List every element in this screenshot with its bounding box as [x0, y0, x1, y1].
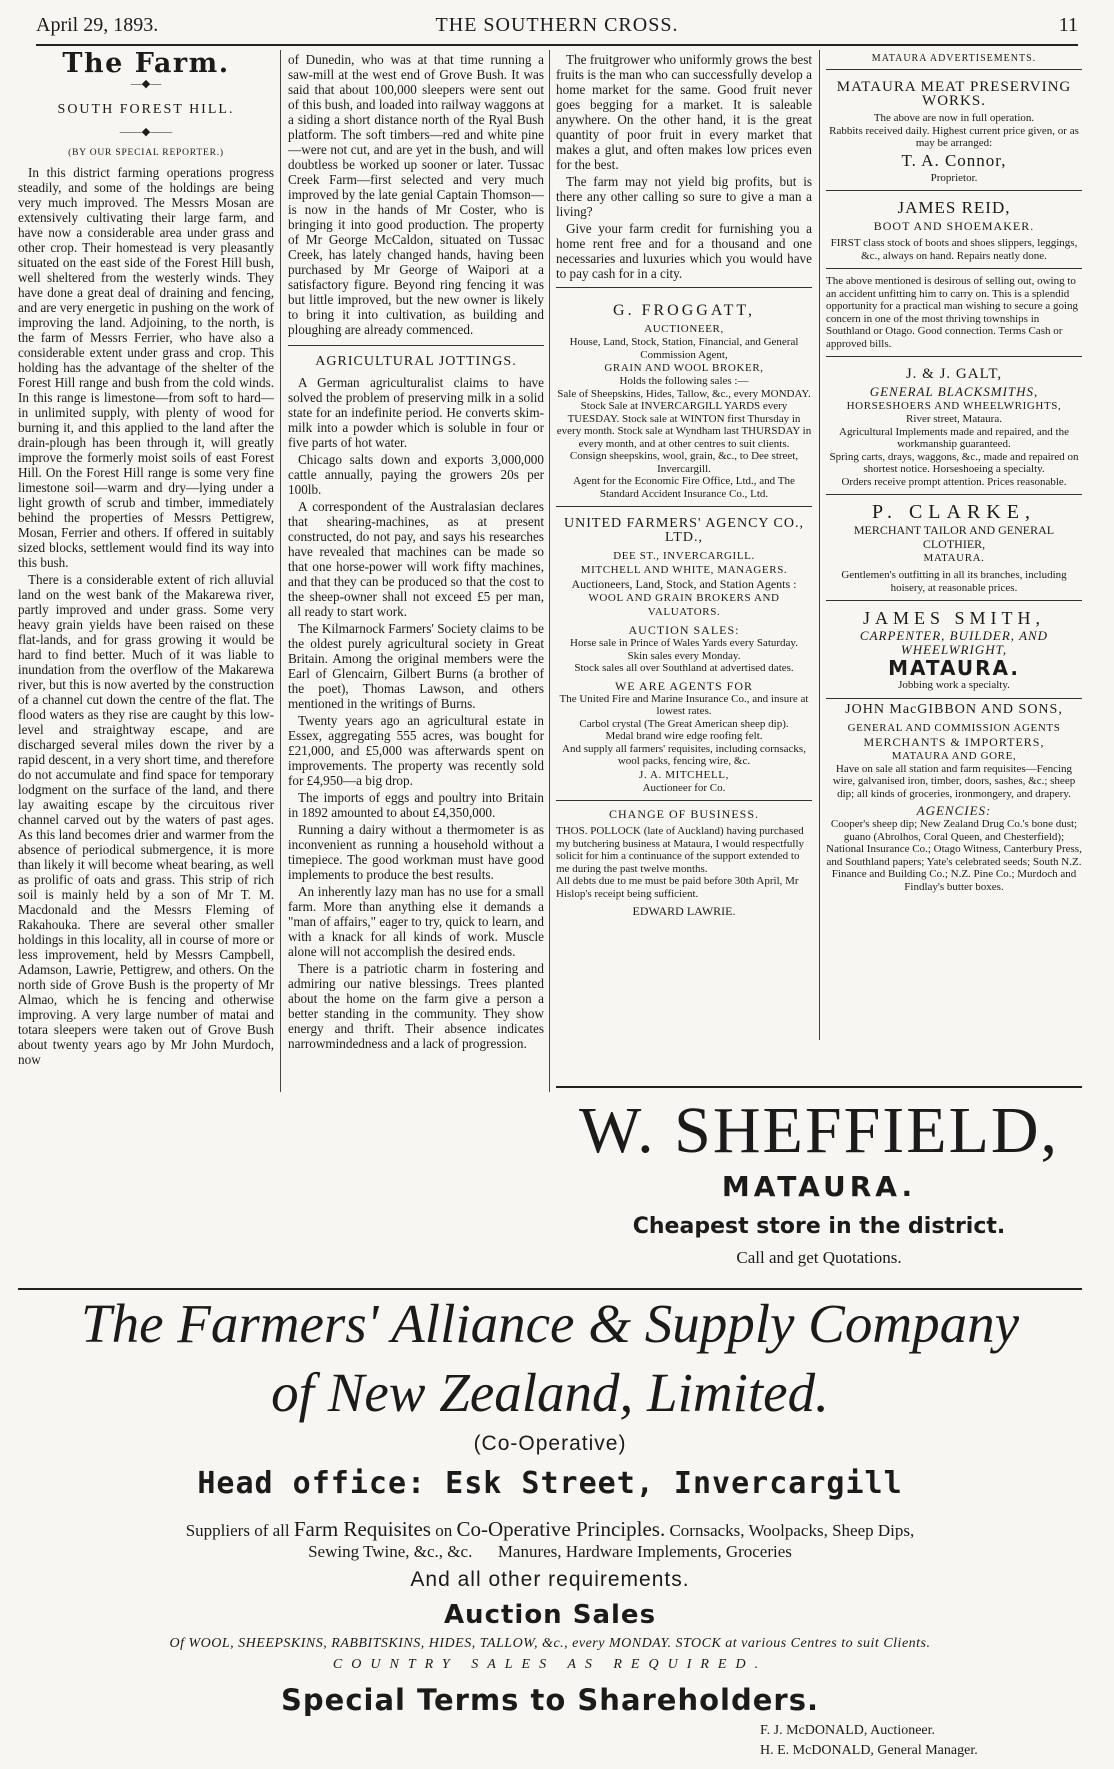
column-jottings	[288, 52, 544, 1092]
byline: (BY OUR SPECIAL REPORTER.)	[68, 148, 224, 158]
advert-text: Consign sheepskins, wool, grain, &c., to Dee street, Invercargill.	[569, 450, 799, 475]
ornament: —◆—	[130, 78, 162, 90]
banner-auction-sales: Auction Sales	[443, 1600, 657, 1630]
banner-text: Farm Requisites	[293, 1517, 431, 1541]
advert-text: Jobbing work a specialty.	[898, 679, 1010, 691]
smith-advert	[826, 601, 1082, 699]
advert-text: Sale of Sheepskins, Hides, Tallow, &c., every MONDAY. Stock Sale at INVERCARGILL YARDS every TUESDAY. Stock sale at WINTON first Thursday in every month. Stock sale at Wyndham last THURSDAY in every month, and at other centres to suit clients.	[556, 387, 812, 450]
article-paragraph: A German agriculturalist claims to have solved the problem of preserving milk in a solid state for an indefinite period. He converts skim-milk into a powder which is soluble in four or five parts of hot water.	[288, 375, 544, 450]
article-paragraph: Chicago salts down and exports 3,000,000 cattle annually, paying the growers 20s per 100lb.	[288, 452, 544, 497]
advert-address: DEE ST., INVERCARGILL.	[613, 550, 755, 562]
advertiser-name: J. & J. GALT,	[905, 366, 1003, 382]
advert-signature: Auctioneer for Co.	[642, 781, 726, 794]
advertiser-name: P. CLARKE,	[872, 501, 1036, 523]
banner-text: on	[435, 1521, 453, 1540]
column-mataura-advertisements	[826, 52, 1082, 1092]
advert-address: River street, Mataura.	[906, 413, 1002, 425]
advert-text: Auctioneers, Land, Stock, and Station Agents :	[571, 577, 797, 591]
advert-text: Agricultural Implements made and repaired, and the workmanship guaranteed.	[839, 425, 1069, 450]
advertiser-trade: MERCHANT TAILOR AND GENERAL CLOTHIER,	[853, 523, 1055, 551]
advert-text: Rabbits received daily. Highest current price given, or as may be arranged:	[829, 124, 1079, 149]
advert-text: Carbol crystal (The Great American sheep dip).	[579, 717, 789, 730]
column-advertisements	[556, 52, 812, 1092]
advert-town: MATAURA.	[923, 552, 985, 564]
article-subheading: SOUTH FOREST HILL.	[57, 102, 235, 117]
banner-head-office: Head office: Esk Street, Invercargill	[197, 1466, 903, 1501]
masthead	[36, 10, 1078, 46]
advertiser-name: UNITED FARMERS' AGENCY CO., LTD.,	[564, 516, 804, 545]
advertiser-trade: GENERAL AND COMMISSION AGENTS	[847, 721, 1061, 734]
advertiser-name: JAMES REID,	[897, 198, 1011, 217]
sheffield-tagline: Cheapest store in the district.	[632, 1214, 1006, 1239]
advert-text: The United Fire and Marine Insurance Co., and insure at lowest rates.	[559, 692, 809, 717]
article-paragraph: There is a considerable extent of rich alluvial land on the west bank of the Makarewa river, partly improved and under grass. Some very heavy grain yields have been raised on these flat-lands, and for grass growing it would be hard to find better. Much of it was liable to inundation from the overflow of the Makarewa river, but this is now averted by the construction of a channel cut down the centre of the flat. The flood waters as they rise are caught by this low-level and straightway escape, and are discharged several miles down the river by a rapid descent, in a very short time, and therefore do not accumulate and find space for temporary lodgment on the surface of the land, and there lay awaiting escape by the circuitous river channel carved out by the waters of past ages. As this land becomes drier and warmer from the absence of periodical submergence, it is more than likely it will become wheat bearing, as well as prolific of oats and grass. This strip of rich soil is mainly held by a son of Mr T. M. Macdonald and the Messrs Fleming of Rakahouka. There are several other smaller holdings in this locality, all in course of more or less improvement, held by Messrs Campbell, Adamson, Lawrie, Pettigrew, and others. On the north side of Grove Bush is the property of Mr Almao, which he is fencing and otherwise improving. A very large number of matai and totara sleepers were taken out of Grove Bush about twenty years ago by Mr John Murdoch, now	[18, 572, 274, 1067]
advertiser-trade: MERCHANTS & IMPORTERS,	[863, 734, 1045, 749]
column-farm-report	[18, 52, 274, 1092]
banner-signature-auctioneer: F. J. McDONALD, Auctioneer.	[760, 1723, 936, 1738]
advert-text: Spring carts, drays, waggons, &c., made and repaired on shortest notice. Horseshoeing a specialty.	[829, 450, 1079, 475]
article-paragraph: Running a dairy without a thermometer is as inconvenient as running a household without a timepiece. The good workman must have good implements to produce the best results.	[288, 822, 544, 882]
banner-title-line2: of New Zealand, Limited.	[271, 1362, 829, 1423]
advert-text: Cooper's sheep dip; New Zealand Drug Co.'s bone dust; guano (Abrolhos, Coral Queen, and Chesterfield); National Insurance Co.; Otago Witness, Canterbury Press, and Southland papers; Yate's celebrated seeds; South N.Z. Finance and Building Co.; N.Z. Pine Co.; Murdoch and Findlay's butter boxes.	[826, 818, 1082, 893]
advert-text: Holds the following sales :—	[619, 375, 749, 387]
advert-signature: J. A. MITCHELL,	[639, 768, 729, 781]
advert-text: Proprietor.	[930, 171, 978, 184]
clarke-advert	[826, 495, 1082, 601]
column-divider	[549, 50, 550, 1092]
issue-date: April 29, 1893.	[36, 14, 159, 36]
section-title-mataura-advertisements: MATAURA ADVERTISEMENTS.	[826, 52, 1082, 70]
section-title-agricultural-jottings: AGRICULTURAL JOTTINGS.	[288, 345, 544, 369]
united-farmers-advert	[556, 507, 812, 801]
advert-town: MATAURA AND GORE,	[891, 749, 1017, 762]
advert-subhead: AUCTION SALES:	[628, 623, 740, 637]
article-paragraph: In this district farming operations progress steadily, and some of the holdings are being very much improved. The Messrs Mosan are extensively cultivating their large farm, and have now a considerable area under grass and other crop. Their homestead is very pleasantly situated on the east side of the Forest Hill bush, well sheltered from the westerly winds. They have done a great deal of draining and fencing, and are very energetic in pushing on the work of improving the land. Adjoining, to the north, is the farm of Messrs Ferrier, who have also a considerable extent under grass and crop. This holding has the advantage of the shelter of the Forest Hill range and bush from the cold winds. In this range is limestone—from soft to hard—in unlimited supply, with plenty of wood for burning it, and this applied to the land after the drain-plough has been through it, will greatly improve the formerly moist soils of east Forest Hill. On the Forest Hill range is some very fine limestone soil—warm and dry—lying under a light growth of scrub and timber, immediately behind the properties of Messrs Pettigrew, Mosan, Ferrier and others. If offered in suitably sized blocks, settlement would find its way into this bush.	[18, 165, 274, 570]
advert-text: House, Land, Stock, Station, Financial, and General Commission Agent,	[569, 336, 799, 361]
advert-text: The above mentioned is desirous of selling out, owing to an accident unfitting him to carry on. This is a splendid opportunity for a practical man wishing to secure a going concern in one of the most thriving townships in Southland or Otago. Good connection. Terms Cash or approved bills.	[826, 275, 1079, 350]
advert-text: The above are now in full operation.	[873, 112, 1035, 124]
advert-subhead: CHANGE OF BUSINESS.	[608, 807, 760, 821]
advert-text: Horse sale in Prince of Wales Yards every Saturday.	[570, 637, 798, 649]
change-of-business-advert	[556, 807, 812, 918]
banner-products: Sewing Twine, &c., &c. Manures, Hardware Implements, Groceries	[308, 1542, 792, 1561]
banner-text: Cornsacks, Woolpacks, Sheep Dips,	[669, 1521, 915, 1540]
advertiser-trade: HORSESHOERS AND WHEELWRIGHTS,	[846, 400, 1062, 412]
advertiser-trade: CARPENTER, BUILDER, AND WHEELWRIGHT,	[859, 628, 1049, 657]
meat-works-advert	[826, 70, 1082, 191]
advert-signature: T. A. Connor,	[901, 150, 1007, 170]
article-paragraph: There is a patriotic charm in fostering and admiring our native blessings. Trees planted about the home on the farm give a person a better standing in the community. They show energy and thrift. Their absence indicates narrowmindedness and a lack of progression.	[288, 961, 544, 1051]
advert-subhead: AGENCIES:	[916, 803, 992, 818]
advert-text: All debts due to me must be paid before 30th April, Mr Hislop's receipt being sufficient.	[556, 875, 799, 900]
banner-special-terms: Special Terms to Shareholders.	[281, 1683, 819, 1717]
divider	[18, 1288, 1082, 1290]
section-title-the-farm: The Farm.	[62, 52, 230, 79]
advertiser-name: JOHN MacGIBBON AND SONS,	[845, 701, 1063, 717]
newspaper-title: THE SOUTHERN CROSS.	[435, 14, 679, 36]
advert-text: Stock sales all over Southland at advertised dates.	[574, 662, 794, 674]
advert-text: THOS. POLLOCK (late of Auckland) having purchased my butchering business at Mataura, I would respectfully solicit for him a continuance of the support extended to me during the past twelve months.	[556, 825, 805, 875]
article-paragraph: of Dunedin, who was at that time running a saw-mill at the west end of Grove Bush. It was said that about 100,000 sleepers were sent out of this bush, and loaded into railway waggons at a siding a short distance north of the Ryal Bush platform. The soft timbers—red and white pine—were not cut, and are yet in the bush, and will doubtless be worked up sooner or later. Tussac Creek Farm—first selected and very much improved by the late genial Captain Thomson—is now in the hands of Mr Coster, who is bringing it into good production. The property of Mr George McCaldon, situated on Tussac Creek, has lately changed hands, having been purchased by Mr George of Waipori at a satisfactory figure. Beyond ring fencing it was but little improved, but the new owner is likely to bring it into cultivation, as building and ploughing are already commenced.	[288, 52, 544, 337]
advert-text: Medal brand wire edge roofing felt.	[605, 730, 763, 742]
article-paragraph: The Kilmarnock Farmers' Society claims to be the oldest purely agricultural society in Great Britain. Among the original members were the Earl of Glencairn, Gilbert Burns (a brother of the poet), Thomas Lawson, and others mentioned in the writings of Burns.	[288, 621, 544, 711]
article-paragraph: The imports of eggs and poultry into Britain in 1892 amounted to about £4,350,000.	[288, 790, 544, 820]
advert-text: Gentlemen's outfitting in all its branches, including hoisery, at reasonable prices.	[841, 569, 1067, 594]
banner-requirements: And all other requirements.	[410, 1568, 690, 1591]
ornament: ——◆——	[119, 126, 173, 138]
article-paragraph: An inherently lazy man has no use for a small farm. More than anything else it demands a "man of affairs," eager to try, quick to learn, and with a knack for all kinds of work. Muscle alone will not accomplish the desired ends.	[288, 884, 544, 959]
divider	[556, 287, 812, 288]
advert-town: MATAURA.	[888, 656, 1020, 680]
reid-advert	[826, 191, 1082, 269]
advert-text: Have on sale all station and farm requisites—Fencing wire, galvanised iron, timber, doors, sashes, &c.; sheep dip; all kinds of groceries, ironmongery, and drapery.	[832, 762, 1076, 800]
advertiser-name: G. FROGGATT,	[613, 302, 755, 319]
article-paragraph: Twenty years ago an agricultural estate in Essex, aggregating 555 acres, was bought for £21,000, and £5,000 was afterwards spent on improvements. The property was recently sold for £4,950—a big drop.	[288, 713, 544, 788]
selling-out-notice	[826, 269, 1082, 357]
advertiser-name: JAMES SMITH,	[862, 608, 1046, 628]
advert-text: Orders receive prompt attention. Prices reasonable.	[841, 475, 1067, 488]
divider	[556, 1086, 1082, 1088]
advertiser-role: AUCTIONEER,	[644, 323, 724, 335]
banner-suppliers	[18, 1517, 1082, 1542]
page-number: 11	[1058, 14, 1078, 36]
advert-text: Agent for the Economic Fire Office, Ltd., and The Standard Accident Insurance Co., Ltd.	[573, 475, 795, 500]
article-paragraph: Give your farm credit for furnishing you a home rent free and for a thousand and one necessaries and luxuries which you would have to pay cash for in a city.	[556, 221, 812, 281]
article-paragraph: A correspondent of the Australasian declares that shearing-machines, as at present constructed, do not pay, and says his researches have revealed that machines can be made so that one horse-power will work fifty machines, and that they can be produced so that the cost to the sheep-owner shall not exceed £5 per man, all ready to start work.	[288, 499, 544, 619]
galt-advert	[826, 357, 1082, 495]
column-divider	[280, 50, 281, 1092]
advert-signature: EDWARD LAWRIE.	[632, 904, 736, 918]
froggatt-advert	[556, 294, 812, 507]
article-paragraph: The farm may not yield big profits, but is there any other calling so sure to give a man a living?	[556, 174, 812, 219]
advert-subhead: WE ARE AGENTS FOR	[614, 678, 753, 693]
advertiser-name: MATAURA MEAT PRESERVING WORKS.	[836, 79, 1072, 109]
sheffield-call: Call and get Quotations.	[736, 1248, 902, 1267]
banner-text: Suppliers of all	[185, 1521, 290, 1540]
banner-signature-manager: H. E. McDONALD, General Manager.	[760, 1743, 978, 1758]
sheffield-town: MATAURA.	[721, 1170, 917, 1203]
advertiser-trade: BOOT AND SHOEMAKER.	[873, 219, 1035, 233]
article-paragraph: The fruitgrower who uniformly grows the best fruits is the man who can successfully develop a home market for the same. Good fruit never goes begging for a market. It is saleable anywhere. On the other hand, it is the great quantity of poor fruit in every market that makes a glut, and often makes low prices even for the best.	[556, 52, 812, 172]
advert-text: MITCHELL AND WHITE, MANAGERS.	[580, 564, 788, 576]
advertiser-trade: GENERAL BLACKSMITHS,	[869, 384, 1039, 399]
advert-text: FIRST class stock of boots and shoes slippers, leggings, &c., always on hand. Repairs neatly done.	[830, 237, 1078, 262]
advert-text: And supply all farmers' requisites, including cornsacks, wool packs, fencing wire, &c.	[562, 742, 806, 767]
macgibbon-advert	[826, 703, 1082, 894]
advert-text: WOOL AND GRAIN BROKERS AND VALUATORS.	[588, 592, 780, 618]
banner-title-line1: The Farmers' Alliance & Supply Company	[80, 1293, 1019, 1354]
advert-text: GRAIN AND WOOL BROKER,	[604, 362, 764, 374]
column-divider	[819, 50, 820, 1040]
banner-text: Co-Operative Principles.	[456, 1517, 666, 1541]
banner-auction-details: Of WOOL, SHEEPSKINS, RABBITSKINS, HIDES, TALLOW, &c., every MONDAY. STOCK at various Centres to suit Clients.	[169, 1636, 931, 1651]
advert-text: Skin sales every Monday.	[627, 649, 741, 662]
banner-cooperative: (Co-Operative)	[473, 1432, 627, 1455]
banner-country-sales: COUNTRY SALES AS REQUIRED.	[332, 1657, 768, 1672]
sheffield-name: W. SHEFFIELD,	[578, 1094, 1060, 1167]
